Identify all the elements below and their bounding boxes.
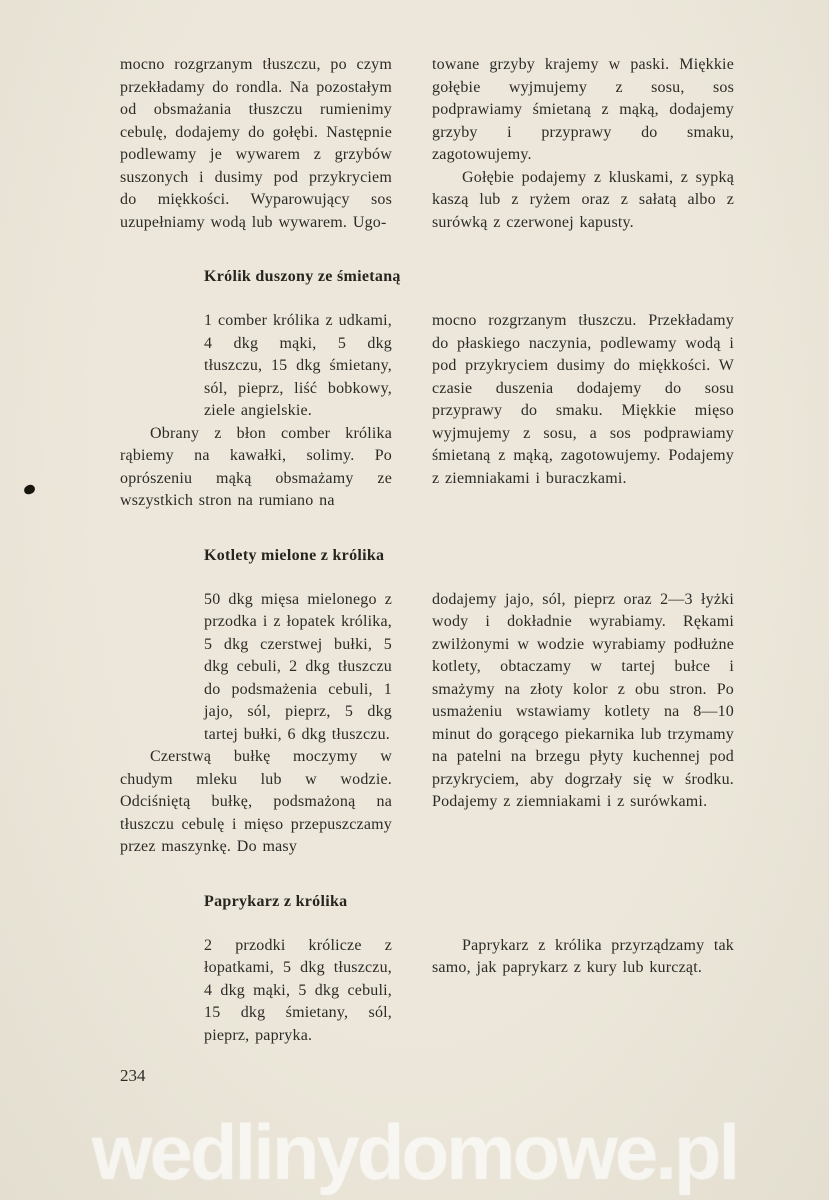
recipe-kotlety-mielone (120, 547, 734, 859)
recipe-method-left: Czerstwą bułkę moczymy w chudym mleku lub w wodzie. Odciśniętą bułkę, podsmażoną na tłuszczu cebulę i mięso przepuszczamy przez maszynkę. Do masy (120, 748, 392, 855)
recipe-method-right: Paprykarz z królika przyrządzamy tak samo, jak paprykarz z kury lub kurcząt. (432, 936, 734, 976)
page-content (120, 54, 734, 1047)
recipe-title: Królik duszony ze śmietaną (204, 268, 401, 285)
recipe-ingredients: 1 comber królika z udkami, 4 dkg mąki, 5 dkg tłuszczu, 15 dkg śmietany, sól, pieprz, liść bobkowy, ziele angielskie. (204, 312, 392, 419)
intro-right-paragraph-2: Gołębie podajemy z kluskami, z sypką kaszą lub z ryżem oraz z sałatą albo z surówką z czerwonej kapusty. (432, 168, 734, 231)
recipe-krolik-duszony (120, 268, 734, 513)
recipe-title: Paprykarz z królika (204, 892, 348, 910)
recipe-method-right: dodajemy jajo, sól, pieprz oraz 2—3 łyżki wody i dokładnie wyrabiamy. Rękami zwilżonymi w wodzie wyrabiamy podłużne kotlety, obtaczamy w tartej bułce i smażymy na złoty kolor z obu stron. Po usmażeniu wstawiamy kotlety na 8—10 minut do gorącego piekarnika lub trzymamy na patelni na brzegu płyty kuchennej pod przykryciem, aby dogrzały się w środku. Podajemy z ziemniakami i z surówkami. (432, 590, 734, 810)
recipe-ingredients: 2 przodki królicze z łopatkami, 5 dkg tłuszczu, 4 dkg mąki, 5 dkg cebuli, 15 dkg śmietany, sól, pieprz, papryka. (204, 936, 392, 1044)
recipe-paprykarz (120, 893, 734, 1048)
intro-section (120, 54, 734, 234)
watermark: wedlinydomowe.pl (91, 1108, 738, 1196)
intro-left-paragraph: mocno rozgrzanym tłuszczu, po czym przekładamy do rondla. Na pozostałym od obsmażania tłuszczu rumienimy cebulę, dodajemy do gołębi. Następnie podlewamy je wywarem z grzybów suszonych i dusimy pod przykryciem do miękkości. Wyparowujący sos uzupełniamy wodą lub wywarem. Ugo- (120, 56, 392, 231)
page-number: 234 (120, 1066, 146, 1085)
ink-speck (23, 484, 36, 496)
recipe-method-left: Obrany z błon comber królika rąbiemy na kawałki, solimy. Po oprószeniu mąką obsmażamy ze wszystkich stron na rumiano na (120, 424, 392, 509)
intro-right-paragraph-1: towane grzyby krajemy w paski. Miękkie gołębie wyjmujemy z sosu, sos podprawiamy śmietaną z mąką, dodajemy grzyby i przyprawy do smaku, zagotowujemy. (432, 56, 734, 163)
recipe-title: Kotlety mielone z królika (204, 546, 385, 564)
recipe-ingredients: 50 dkg mięsa mielonego z przodka i z łopatek królika, 5 dkg czerstwej bułki, 5 dkg cebuli, 2 dkg tłuszczu do podsmażenia cebuli, 1 jajo, sól, pieprz, 5 dkg tartej bułki, 6 dkg tłuszczu. (204, 590, 392, 743)
recipe-method-right: mocno rozgrzanym tłuszczu. Przekładamy do płaskiego naczynia, podlewamy wodą i pod przykryciem dusimy do miękkości. W czasie duszenia dodajemy do sosu przyprawy do smaku. Miękkie mięso wyjmujemy z sosu, a sos podprawiamy śmietaną z mąką, zagotowujemy. Podajemy z ziemniakami i buraczkami. (432, 312, 734, 487)
